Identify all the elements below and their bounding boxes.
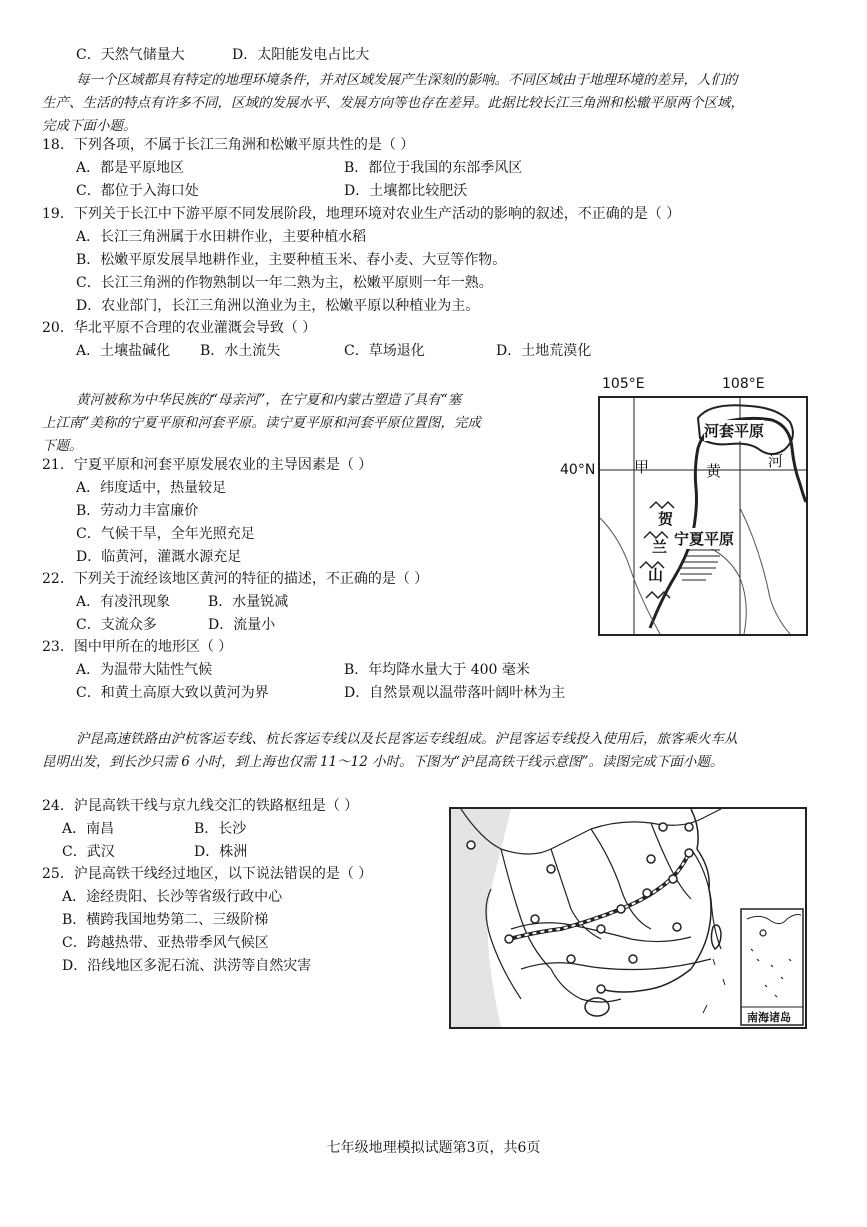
q22-stem: 22．下列关于流经该地区黄河的特征的描述，不正确的是（ ）	[42, 571, 429, 587]
river-label-huang: 黄	[706, 462, 722, 480]
intro1-line1: 每一个区域都具有特定的地理环境条件，并对区域发展产生深刻的影响。不同区域由于地理环境的差异，人们的	[76, 72, 738, 88]
q19-stem: 19．下列关于长江中下游平原不同发展阶段，地理环境对农业生产活动的影响的叙述，不正确的是（ ）	[42, 206, 681, 222]
intro1-line3: 完成下面小题。	[42, 118, 137, 134]
q18-stem: 18．下列各项，不属于长江三角洲和松嫩平原共性的是（ ）	[42, 137, 415, 153]
q19-option-c: C．长江三角洲的作物熟制以一年二熟为主，松嫩平原则一年一熟。	[76, 275, 493, 291]
q17-option-c: C．天然气储量大	[76, 47, 185, 63]
south-china-sea-inset	[741, 909, 803, 1025]
q21-option-b: B．劳动力丰富廉价	[76, 503, 199, 519]
q17-option-d: D．太阳能发电占比大	[232, 47, 370, 63]
q18-option-d: D．土壤都比较肥沃	[344, 183, 468, 199]
river-label-he: 河	[768, 452, 784, 470]
intro2-line2: 上江南”美称的宁夏平原和河套平原。读宁夏平原和河套平原位置图，完成	[42, 415, 481, 431]
q19-option-a: A．长江三角洲属于水田耕作业，主要种植水稻	[76, 229, 367, 245]
hetao-plain-label: 河套平原	[704, 422, 765, 440]
q23-option-c: C．和黄土高原大致以黄河为界	[76, 685, 269, 701]
map1-lat-label: 40°N	[560, 462, 596, 478]
south-china-sea-label: 南海诸岛	[747, 1011, 791, 1024]
q23-option-a: A．为温带大陆性气候	[76, 662, 213, 678]
q23-option-d: D．自然景观以温带落叶阔叶林为主	[344, 685, 566, 701]
jia-label: 甲	[634, 458, 650, 476]
q24-option-d: D．株洲	[194, 844, 248, 860]
q21-option-d: D．临黄河，灌溉水源充足	[76, 549, 242, 565]
helan-label-3: 山	[648, 566, 664, 584]
q23-option-b: B．年均降水量大于 400 毫米	[344, 662, 530, 678]
q18-option-a: A．都是平原地区	[76, 160, 185, 176]
intro2-line1: 黄河被称为中华民族的“母亲河”，在宁夏和内蒙古塑造了具有“塞	[76, 392, 462, 408]
q19-option-b: B．松嫩平原发展旱地耕作业，主要种植玉米、春小麦、大豆等作物。	[76, 252, 507, 268]
map1-lon-right-label: 108°E	[722, 376, 765, 392]
q22-option-b: B．水量锐减	[208, 594, 289, 610]
q24-option-c: C．武汉	[62, 844, 115, 860]
map2-svg	[451, 809, 805, 1027]
helan-label-1: 贺	[658, 510, 674, 528]
q20-option-d: D．土地荒漠化	[496, 343, 592, 359]
q20-option-b: B．水土流失	[200, 343, 281, 359]
q21-option-a: A．纬度适中，热量较足	[76, 480, 227, 496]
q20-option-a: A．土壤盐碱化	[76, 343, 171, 359]
q18-option-b: B．都位于我国的东部季风区	[344, 160, 523, 176]
intro3-line2: 昆明出发，到长沙只需 6 小时，到上海也仅需 11～12 小时。下图为“沪昆高铁干线示意图”。读图完成下面小题。	[42, 754, 724, 770]
q21-stem: 21．宁夏平原和河套平原发展农业的主导因素是（ ）	[42, 457, 373, 473]
q22-option-d: D．流量小	[208, 617, 276, 633]
q23-stem: 23．图中甲所在的地形区（ ）	[42, 639, 233, 655]
q25-stem: 25．沪昆高铁干线经过地区，以下说法错误的是（ ）	[42, 866, 373, 882]
q25-option-a: A．途经贵阳、长沙等省级行政中心	[62, 889, 283, 905]
ningxia-plain-label: 宁夏平原	[674, 530, 735, 548]
q20-stem: 20．华北平原不合理的农业灌溉会导致（ ）	[42, 320, 317, 336]
q24-stem: 24．沪昆高铁干线与京九线交汇的铁路枢纽是（ ）	[42, 798, 359, 814]
map1-lon-left-label: 105°E	[602, 376, 645, 392]
ningxia-plain-hatch	[680, 544, 720, 580]
q25-option-d: D．沿线地区多泥石流、洪涝等自然灾害	[62, 958, 312, 974]
scattered-islands	[703, 959, 725, 1013]
q21-option-c: C．气候干旱，全年光照充足	[76, 526, 255, 542]
intro3-line1: 沪昆高速铁路由沪杭客运专线、杭长客运专线以及长昆客运专线组成。沪昆客运专线投入使用后，旅客乘火车从	[76, 731, 738, 747]
helan-label-2: 兰	[652, 538, 668, 556]
ningxia-hetao-map	[598, 396, 808, 636]
q25-option-b: B．横跨我国地势第二、三级阶梯	[62, 912, 269, 928]
q22-option-c: C．支流众多	[76, 617, 157, 633]
q20-option-c: C．草场退化	[344, 343, 425, 359]
q25-option-c: C．跨越热带、亚热带季风气候区	[62, 935, 269, 951]
intro1-line2: 生产、生活的特点有许多不同，区域的发展水平、发展方向等也存在差异。此据比较长江三角洲和松辙平原两个区域，	[42, 95, 744, 111]
map1-svg	[600, 398, 806, 634]
page-footer: 七年级地理模拟试题第3页，共6页	[326, 1140, 541, 1156]
q22-option-a: A．有凌汛现象	[76, 594, 171, 610]
q24-option-a: A．南昌	[62, 821, 115, 837]
hainan-island	[585, 998, 609, 1016]
hukun-railway-map	[449, 807, 807, 1029]
q18-option-c: C．都位于入海口处	[76, 183, 199, 199]
q19-option-d: D．农业部门，长江三角洲以渔业为主，松嫩平原以种植业为主。	[76, 298, 480, 314]
intro2-line3: 下题。	[42, 438, 83, 454]
q24-option-b: B．长沙	[194, 821, 247, 837]
